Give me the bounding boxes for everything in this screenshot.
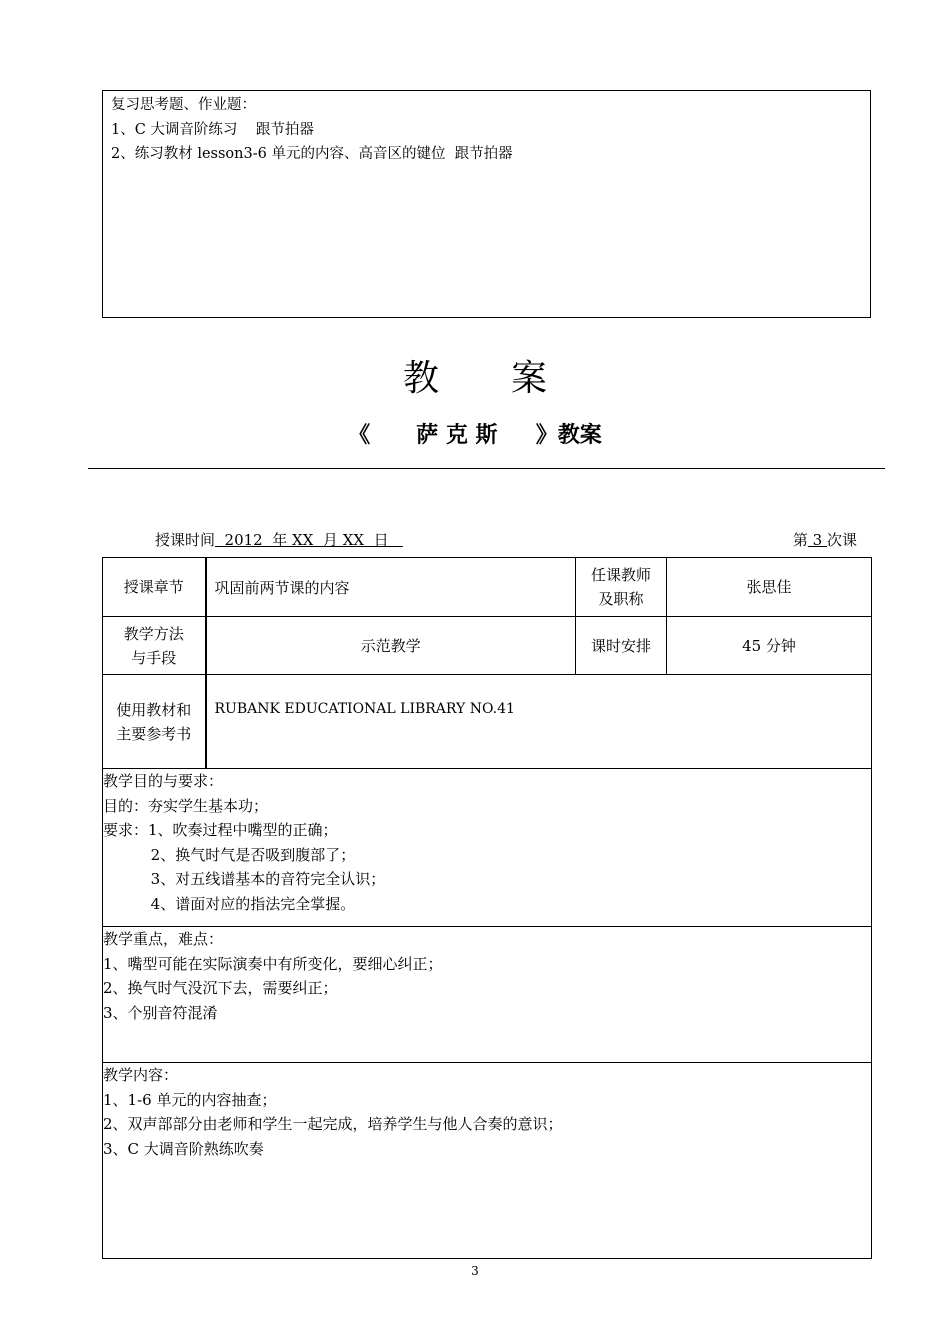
teacher-value: 张思佳	[667, 558, 872, 617]
method-label-line: 教学方法	[123, 624, 184, 643]
header-divider	[88, 468, 885, 469]
content-line: 2、双声部部分由老师和学生一起完成，培养学生与他人合奏的意识；	[103, 1115, 563, 1133]
table-row	[103, 927, 872, 1063]
lesson-count	[793, 529, 857, 550]
teacher-label-line: 及职称	[598, 590, 644, 608]
teaching-goals	[103, 769, 872, 927]
lesson-time	[155, 529, 403, 550]
hours-value: 45 分钟	[667, 617, 872, 675]
lesson-count-suffix: 次课	[826, 531, 857, 549]
content-line: 教学内容：	[103, 1066, 179, 1084]
table-row	[103, 1063, 872, 1259]
material-label-line: 主要参考书	[116, 724, 192, 743]
page-title	[0, 350, 950, 401]
method-label-line: 与手段	[131, 648, 177, 667]
key-points	[103, 927, 872, 1063]
review-line: 1、C 大调音阶练习 跟节拍器	[111, 121, 314, 138]
method-value: 示范教学	[206, 617, 576, 675]
lesson-count-value: 3	[807, 531, 827, 549]
material-label-line: 使用教材和	[116, 700, 192, 719]
material-label	[103, 675, 206, 769]
title-char: 教	[402, 358, 439, 399]
chapter-label: 授课章节	[103, 558, 206, 617]
key-points-line: 教学重点，难点：	[103, 930, 224, 948]
material-value: RUBANK EDUCATIONAL LIBRARY NO.41	[206, 675, 872, 769]
teacher-label-line: 任课教师	[590, 566, 651, 584]
table-row	[103, 617, 872, 675]
teacher-label	[576, 558, 667, 617]
lesson-count-prefix: 第	[792, 531, 808, 549]
goals-line: 2、换气时气是否吸到腹部了；	[103, 845, 356, 864]
goals-line: 4、谱面对应的指法完全掌握。	[103, 894, 356, 913]
key-points-line: 3、个别音符混淆	[103, 1003, 218, 1022]
title-char: 案	[511, 358, 548, 399]
page-number: 3	[471, 1264, 479, 1278]
teaching-content	[103, 1063, 872, 1259]
lesson-time-value: 2012 年 XX 月 XX 日	[215, 531, 403, 549]
chapter-value: 巩固前两节课的内容	[206, 558, 576, 617]
lesson-plan-table	[102, 557, 872, 1259]
table-row	[103, 558, 872, 617]
goals-line: 教学目的与要求：	[103, 772, 224, 790]
review-line: 复习思考题、作业题：	[111, 97, 256, 113]
review-box	[102, 90, 871, 318]
key-points-line: 1、嘴型可能在实际演奏中有所变化，要细心纠正；	[103, 954, 443, 973]
method-label	[103, 617, 206, 675]
review-line: 2、练习教材 lesson3-6 单元的内容、高音区的键位 跟节拍器	[111, 146, 513, 162]
key-points-line: 2、换气时气没沉下去，需要纠正；	[103, 979, 338, 997]
table-row	[103, 675, 872, 769]
content-line: 3、C 大调音阶熟练吹奏	[103, 1139, 264, 1158]
content-line: 1、1-6 单元的内容抽查；	[103, 1090, 277, 1109]
goals-line: 目的：夯实学生基本功；	[103, 796, 269, 815]
hours-label: 课时安排	[576, 617, 667, 675]
table-row	[103, 769, 872, 927]
lesson-time-label: 授课时间	[155, 531, 216, 549]
goals-line: 要求：1、吹奏过程中嘴型的正确；	[103, 821, 338, 839]
page-subtitle: 《 萨 克 斯 》教案	[348, 423, 602, 448]
goals-line: 3、对五线谱基本的音符完全认识；	[103, 870, 386, 888]
